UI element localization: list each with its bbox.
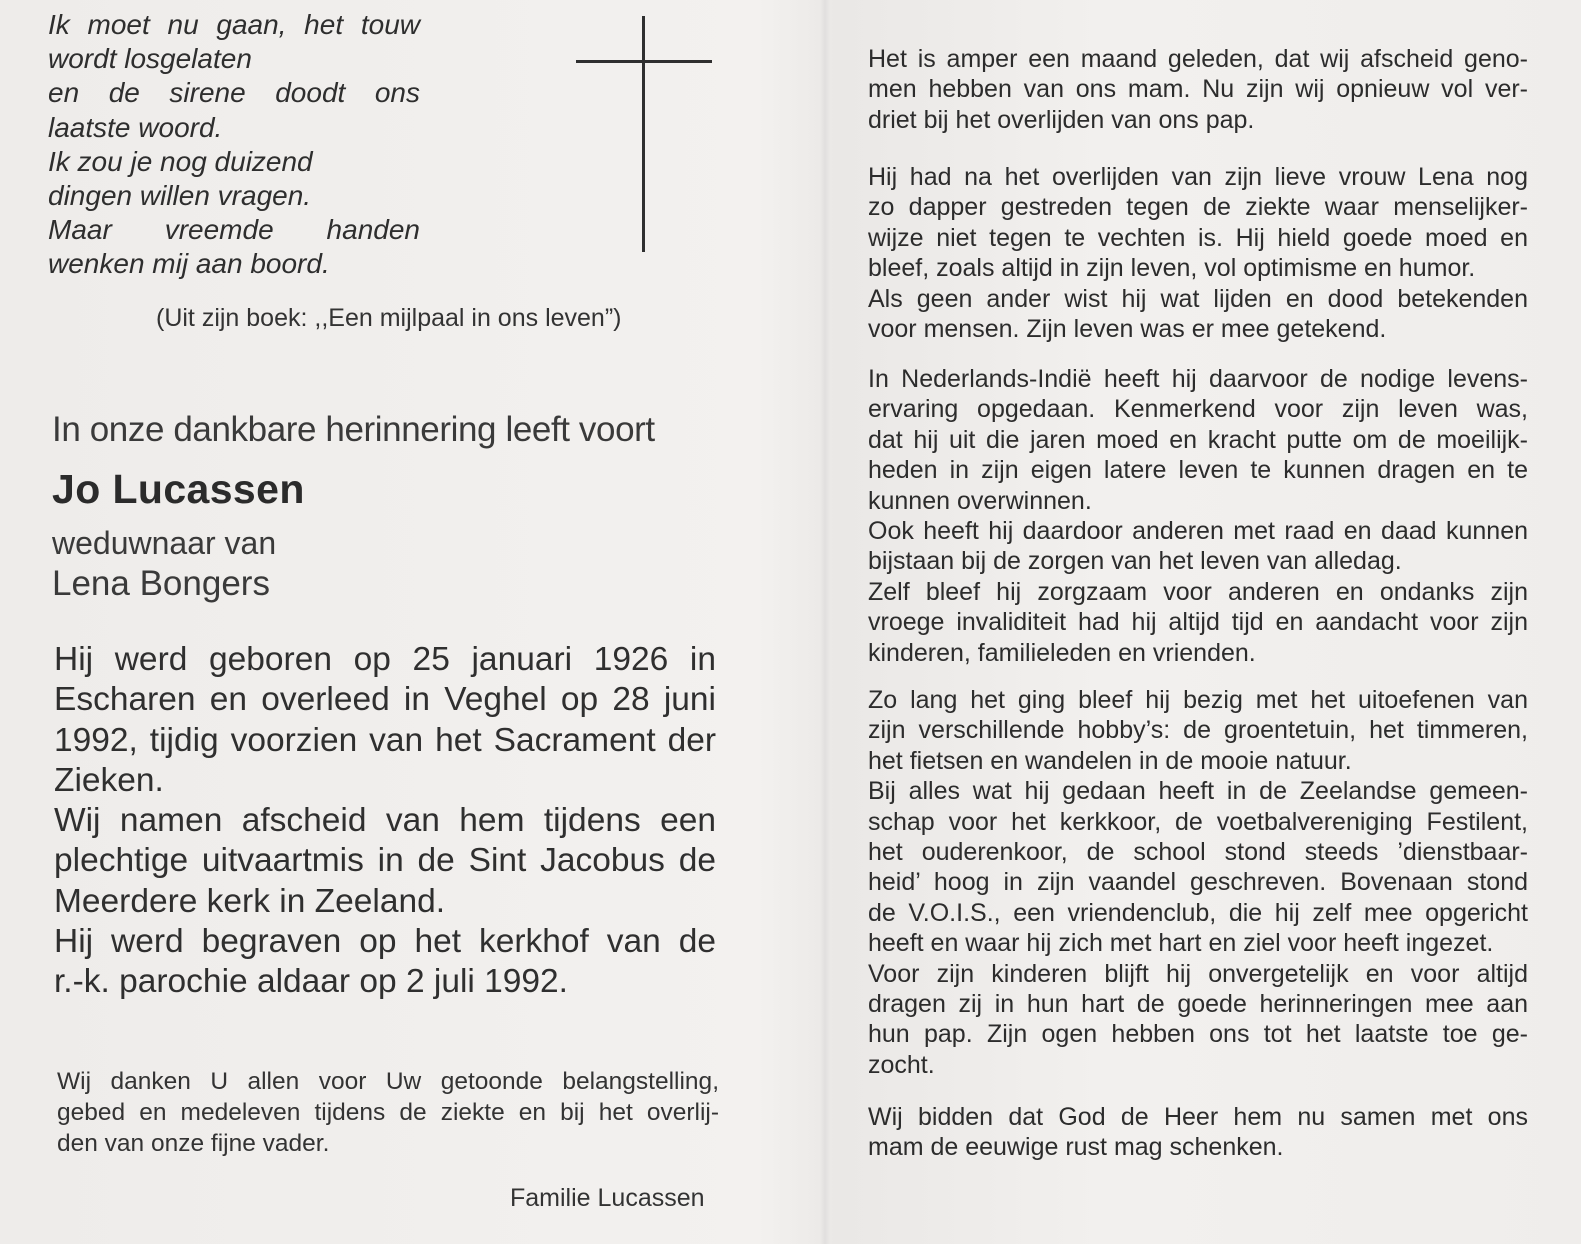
text-line: bijstaan bij de zorgen van het leven van alledag.	[868, 547, 1402, 576]
text-line: hun pap. Zijn ogen hebben ons tot het laatste toe ge-	[868, 1020, 1528, 1049]
text-line: mam de eeuwige rust mag schenken.	[868, 1133, 1284, 1162]
text-line: dragen zij in hun hart de goede herinneringen mee aan	[868, 990, 1528, 1019]
thanks-line: Wij danken U allen voor Uw getoonde belangstelling,	[57, 1068, 719, 1095]
text-line: driet bij het overlijden van ons pap.	[868, 105, 1255, 134]
text-line: kinderen, familieleden en vrienden.	[868, 638, 1256, 667]
text-line: ervaring opgedaan. Kenmerkend voor zijn leven was,	[868, 395, 1528, 424]
text-line: Als geen ander wist hij wat lijden en dood betekenden	[868, 284, 1528, 313]
poem-line: wordt losgelaten	[48, 43, 252, 75]
thanks-line: gebed en medeleven tijdens de ziekte en bij het overlij-	[57, 1099, 719, 1126]
poem-line: laatste woord.	[48, 111, 223, 143]
bio-line: Meerdere kerk in Zeeland.	[54, 882, 446, 920]
paragraph-5	[868, 1102, 1528, 1163]
spouse-name: Lena Bongers	[52, 564, 270, 603]
text-line: dat hij uit die jaren moed en kracht putte om de moeilijk-	[868, 425, 1528, 454]
cross-horizontal-bar	[576, 60, 712, 63]
text-line: de V.O.I.S., een vriendenclub, die hij zelf mee opgericht	[868, 898, 1528, 927]
cross-vertical-bar	[642, 16, 645, 252]
bio-line: plechtige uitvaartmis in de Sint Jacobus de	[54, 842, 716, 880]
text-line: In Nederlands-Indië heeft hij daarvoor de nodige levens-	[868, 365, 1528, 393]
text-line: zijn verschillende hobby’s: de groentetuin, het timmeren,	[868, 716, 1528, 745]
text-line: Zelf bleef hij zorgzaam voor anderen en ondanks zijn	[868, 577, 1528, 606]
bio-line: Escharen en overleed in Veghel op 28 juni	[54, 681, 716, 719]
text-line: Ook heeft hij daardoor anderen met raad en daad kunnen	[868, 517, 1528, 546]
text-line: zo dapper gestreden tegen de ziekte waar menselijker-	[868, 193, 1528, 222]
text-line: wijze niet tegen te vechten is. Hij hield goede moed en	[868, 223, 1528, 252]
poem-line: en de sirene doodt ons	[48, 77, 420, 109]
text-line: heden in zijn eigen latere leven te kunnen dragen en te	[868, 456, 1528, 485]
poem-line: Ik moet nu gaan, het touw	[48, 9, 420, 40]
paragraph-2	[868, 162, 1528, 344]
text-line: voor mensen. Zijn leven was er mee getekend.	[868, 315, 1387, 344]
deceased-name: Jo Lucassen	[52, 466, 305, 512]
poem-line: Ik zou je nog duizend	[48, 145, 313, 177]
text-line: heid’ hoog in zijn vaandel geschreven. Bovenaan stond	[868, 868, 1528, 897]
text-line: schap voor het kerkkoor, de voetbalvereniging Festilent,	[868, 807, 1528, 836]
bio-line: Wij namen afscheid van hem tijdens een	[54, 802, 716, 840]
card-fold	[820, 0, 830, 1244]
text-line: het fietsen en wandelen in de mooie natuur.	[868, 746, 1352, 775]
text-line: men hebben van ons mam. Nu zijn wij opnieuw vol ver-	[868, 75, 1528, 104]
widow-of-label: weduwnaar van	[52, 525, 277, 561]
bio-line: Hij werd geboren op 25 januari 1926 in	[54, 641, 716, 678]
poem-source: (Uit zijn boek: ,,Een mijlpaal in ons leven”)	[156, 304, 622, 332]
poem-line: dingen willen vragen.	[48, 180, 312, 212]
text-line: zocht.	[868, 1050, 935, 1079]
bio-line: Zieken.	[54, 761, 164, 799]
text-line: bleef, zoals altijd in zijn leven, vol optimisme en humor.	[868, 254, 1476, 283]
biography	[54, 640, 716, 1003]
family-signature: Familie Lucassen	[510, 1184, 705, 1212]
thanks-line: den van onze fijne vader.	[57, 1130, 330, 1157]
bio-line: 1992, tijdig voorzien van het Sacrament der	[54, 721, 716, 759]
text-line: Hij had na het overlijden van zijn lieve vrouw Lena nog	[868, 163, 1528, 191]
poem-line: Maar vreemde handen	[48, 214, 420, 246]
text-line: Het is amper een maand geleden, dat wij afscheid geno-	[868, 45, 1528, 73]
poem	[48, 8, 420, 282]
text-line: Voor zijn kinderen blijft hij onvergetelijk en voor altijd	[868, 959, 1528, 988]
thanks-note	[57, 1066, 719, 1159]
poem-line: wenken mij aan boord.	[48, 248, 330, 280]
cross-icon	[576, 16, 712, 252]
text-line: vroege invaliditeit had hij altijd tijd en aandacht voor zijn	[868, 608, 1528, 637]
paragraph-1	[868, 44, 1528, 135]
text-line: heeft en waar hij zich met hart en ziel voor heeft ingezet.	[868, 929, 1494, 958]
text-line: Zo lang het ging bleef hij bezig met het uitoefenen van	[868, 686, 1528, 714]
paragraph-4	[868, 685, 1528, 1080]
bio-line: r.-k. parochie aldaar op 2 juli 1992.	[54, 963, 568, 1001]
text-line: het ouderenkoor, de school stond steeds ’dienstbaar-	[868, 838, 1528, 867]
memorial-intro: In onze dankbare herinnering leeft voort	[52, 410, 655, 449]
paragraph-3	[868, 364, 1528, 668]
text-line: Wij bidden dat God de Heer hem nu samen met ons	[868, 1103, 1528, 1131]
text-line: Bij alles wat hij gedaan heeft in de Zeelandse gemeen-	[868, 777, 1528, 806]
bio-line: Hij werd begraven op het kerkhof van de	[54, 923, 716, 961]
text-line: kunnen overwinnen.	[868, 486, 1092, 515]
